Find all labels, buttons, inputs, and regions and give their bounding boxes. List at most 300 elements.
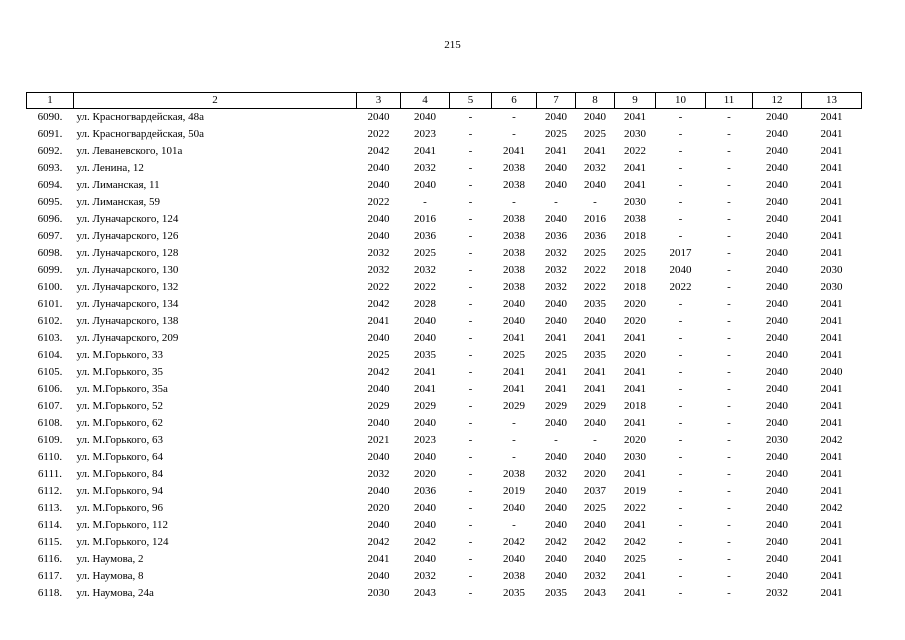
year-cell: - — [727, 196, 731, 208]
address-cell: ул. М.Горького, 64 — [76, 451, 163, 463]
year-cell: 2040 — [503, 298, 525, 310]
year-cell: 2022 — [669, 281, 692, 293]
year-cell: - — [727, 366, 731, 378]
year-cell: 2036 — [584, 230, 606, 242]
year-cell: 2040 — [367, 332, 390, 344]
year-cell: 2040 — [584, 417, 606, 429]
year-cell: 2038 — [624, 213, 646, 225]
year-cell: - — [423, 196, 427, 208]
year-cell: - — [678, 485, 683, 497]
year-cell: 2032 — [414, 162, 436, 174]
address-cell: ул. М.Горького, 112 — [76, 519, 169, 531]
year-cell: 2028 — [414, 298, 436, 310]
year-cell: 2020 — [624, 315, 646, 327]
year-cell: 2020 — [624, 434, 646, 446]
table-row — [27, 585, 862, 602]
year-cell: - — [512, 451, 516, 463]
row-number-cell: 6112. — [37, 485, 63, 497]
year-cell: - — [512, 519, 516, 531]
year-cell: 2041 — [624, 179, 646, 191]
year-cell: 2041 — [820, 570, 843, 582]
address-cell: ул. М.Горького, 33 — [76, 349, 163, 361]
year-cell: 2035 — [414, 349, 436, 361]
year-cell: - — [468, 587, 473, 599]
year-cell: - — [678, 315, 683, 327]
year-cell: 2041 — [545, 145, 567, 157]
year-cell: 2040 — [766, 247, 788, 259]
year-cell: 2040 — [766, 162, 788, 174]
year-cell: 2040 — [545, 502, 567, 514]
year-cell: 2040 — [584, 519, 606, 531]
address-cell: ул. М.Горького, 96 — [76, 502, 163, 514]
year-cell: 2042 — [545, 536, 567, 548]
row-number-cell: 6092. — [37, 145, 63, 157]
year-cell: 2040 — [584, 553, 606, 565]
year-cell: - — [727, 587, 731, 599]
year-cell: 2042 — [820, 502, 843, 514]
year-cell: 2040 — [367, 213, 390, 225]
year-cell: 2032 — [414, 570, 436, 582]
year-cell: - — [468, 383, 473, 395]
year-cell: 2025 — [545, 128, 567, 140]
year-cell: - — [468, 434, 473, 446]
year-cell: 2041 — [820, 332, 843, 344]
address-cell: ул. Луначарского, 128 — [76, 247, 179, 259]
year-cell: - — [727, 281, 731, 293]
address-cell: ул. Леваневского, 101а — [76, 145, 183, 157]
row-number-cell: 6091. — [37, 128, 63, 140]
year-cell: 2041 — [820, 383, 843, 395]
year-cell: - — [468, 349, 473, 361]
row-number-cell: 6113. — [37, 502, 63, 514]
table-row — [27, 432, 862, 449]
address-cell: ул. М.Горького, 52 — [76, 400, 163, 412]
year-cell: 2042 — [367, 366, 390, 378]
year-cell: 2040 — [766, 315, 788, 327]
year-cell: 2018 — [624, 264, 646, 276]
year-cell: 2040 — [766, 179, 788, 191]
year-cell: 2040 — [766, 570, 788, 582]
year-cell: - — [512, 434, 516, 446]
year-cell: 2021 — [367, 434, 390, 446]
column-header-8: 8 — [576, 93, 615, 109]
year-cell: 2041 — [503, 145, 525, 157]
year-cell: 2040 — [766, 553, 788, 565]
year-cell: - — [468, 128, 473, 140]
year-cell: 2038 — [503, 230, 525, 242]
table-row — [27, 296, 862, 313]
year-cell: 2041 — [820, 128, 843, 140]
year-cell: 2041 — [820, 349, 843, 361]
year-cell: 2041 — [503, 366, 525, 378]
table-row — [27, 177, 862, 194]
year-cell: - — [727, 553, 731, 565]
year-cell: 2041 — [584, 383, 606, 395]
year-cell: 2016 — [584, 213, 606, 225]
year-cell: - — [727, 400, 731, 412]
year-cell: 2041 — [545, 332, 567, 344]
year-cell: 2030 — [820, 264, 843, 276]
year-cell: 2035 — [584, 298, 606, 310]
year-cell: 2040 — [367, 451, 390, 463]
year-cell: 2040 — [766, 196, 788, 208]
row-number-cell: 6096. — [37, 213, 63, 225]
year-cell: - — [727, 434, 731, 446]
year-cell: 2022 — [367, 281, 390, 293]
year-cell: - — [468, 553, 473, 565]
year-cell: 2036 — [545, 230, 567, 242]
year-cell: - — [468, 451, 473, 463]
address-cell: ул. Луначарского, 130 — [76, 264, 179, 276]
table-row — [27, 381, 862, 398]
year-cell: - — [678, 451, 683, 463]
year-cell: 2041 — [820, 553, 843, 565]
column-header-11: 11 — [706, 93, 753, 109]
row-number-cell: 6109. — [37, 434, 63, 446]
year-cell: 2041 — [820, 587, 843, 599]
year-cell: 2040 — [584, 451, 606, 463]
address-cell: ул. Красногвардейская, 48а — [76, 111, 205, 123]
year-cell: 2029 — [414, 400, 436, 412]
year-cell: 2029 — [503, 400, 525, 412]
column-header-5: 5 — [450, 93, 492, 109]
year-cell: 2040 — [766, 349, 788, 361]
year-cell: 2020 — [367, 502, 390, 514]
year-cell: 2020 — [414, 468, 436, 480]
year-cell: 2040 — [367, 417, 390, 429]
year-cell: 2040 — [766, 264, 788, 276]
year-cell: - — [512, 111, 516, 123]
year-cell: - — [727, 247, 731, 259]
year-cell: 2040 — [414, 553, 436, 565]
row-number-cell: 6110. — [37, 451, 63, 463]
column-header-2: 2 — [74, 93, 357, 109]
year-cell: 2040 — [766, 485, 788, 497]
year-cell: 2019 — [624, 485, 646, 497]
table-row — [27, 568, 862, 585]
row-number-cell: 6090. — [37, 111, 63, 123]
column-header-9: 9 — [615, 93, 656, 109]
table-row — [27, 415, 862, 432]
address-cell: ул. М.Горького, 84 — [76, 468, 163, 480]
year-cell: - — [554, 196, 558, 208]
year-cell: 2040 — [414, 519, 436, 531]
year-cell: - — [727, 349, 731, 361]
address-cell: ул. Лиманская, 11 — [76, 179, 160, 191]
year-cell: 2041 — [584, 366, 606, 378]
year-cell: - — [468, 145, 473, 157]
year-cell: - — [468, 485, 473, 497]
year-cell: 2032 — [584, 162, 606, 174]
table-row — [27, 517, 862, 534]
column-header-1: 1 — [27, 93, 74, 109]
year-cell: 2040 — [766, 468, 788, 480]
year-cell: - — [727, 502, 731, 514]
row-number-cell: 6105. — [37, 366, 63, 378]
year-cell: 2040 — [545, 111, 567, 123]
year-cell: - — [678, 553, 683, 565]
year-cell: - — [468, 213, 473, 225]
row-number-cell: 6107. — [37, 400, 63, 412]
address-cell: ул. Луначарского, 209 — [76, 332, 179, 344]
column-header-7: 7 — [537, 93, 576, 109]
row-number-cell: 6106. — [37, 383, 63, 395]
year-cell: 2022 — [367, 196, 390, 208]
year-cell: - — [468, 179, 473, 191]
year-cell: 2041 — [820, 417, 843, 429]
year-cell: 2020 — [584, 468, 606, 480]
table-row — [27, 534, 862, 551]
year-cell: 2017 — [669, 247, 692, 259]
table-body — [27, 109, 862, 603]
address-cell: ул. Наумова, 2 — [76, 553, 144, 565]
year-cell: - — [727, 128, 731, 140]
table-row — [27, 551, 862, 568]
year-cell: 2042 — [584, 536, 606, 548]
year-cell: - — [678, 519, 683, 531]
year-cell: 2022 — [584, 264, 606, 276]
year-cell: 2038 — [503, 247, 525, 259]
year-cell: 2022 — [624, 502, 646, 514]
year-cell: - — [678, 162, 683, 174]
table-row — [27, 313, 862, 330]
year-cell: 2019 — [503, 485, 525, 497]
address-cell: ул. Луначарского, 126 — [76, 230, 179, 242]
year-cell: 2040 — [766, 128, 788, 140]
year-cell: 2030 — [766, 434, 788, 446]
table-row — [27, 211, 862, 228]
year-cell: 2041 — [820, 485, 843, 497]
year-cell: - — [468, 536, 473, 548]
year-cell: 2038 — [503, 264, 525, 276]
year-cell: 2022 — [624, 145, 646, 157]
year-cell: - — [678, 179, 683, 191]
address-cell: ул. М.Горького, 35а — [76, 383, 168, 395]
year-cell: 2022 — [584, 281, 606, 293]
year-cell: - — [593, 434, 597, 446]
year-cell: 2040 — [766, 145, 788, 157]
year-cell: - — [678, 587, 683, 599]
year-cell: - — [468, 264, 473, 276]
table-row — [27, 500, 862, 517]
year-cell: 2029 — [545, 400, 567, 412]
year-cell: - — [727, 383, 731, 395]
year-cell: 2032 — [367, 264, 390, 276]
year-cell: 2041 — [624, 417, 646, 429]
year-cell: 2040 — [414, 451, 436, 463]
year-cell: 2035 — [503, 587, 525, 599]
year-cell: 2041 — [820, 230, 843, 242]
year-cell: - — [678, 502, 683, 514]
row-number-cell: 6094. — [37, 179, 63, 191]
year-cell: 2040 — [766, 502, 788, 514]
table-row — [27, 262, 862, 279]
year-cell: - — [468, 400, 473, 412]
year-cell: 2025 — [414, 247, 436, 259]
year-cell: - — [678, 400, 683, 412]
year-cell: 2040 — [414, 417, 436, 429]
year-cell: 2032 — [367, 468, 390, 480]
year-cell: 2042 — [503, 536, 525, 548]
year-cell: - — [727, 570, 731, 582]
year-cell: 2040 — [503, 553, 525, 565]
year-cell: 2041 — [624, 570, 646, 582]
year-cell: 2040 — [584, 111, 606, 123]
year-cell: 2038 — [503, 570, 525, 582]
address-cell: ул. Ленина, 12 — [76, 162, 144, 174]
year-cell: 2040 — [545, 417, 567, 429]
year-cell: 2025 — [584, 502, 606, 514]
year-cell: 2041 — [624, 111, 646, 123]
year-cell: 2041 — [820, 451, 843, 463]
year-cell: 2016 — [414, 213, 436, 225]
table-row — [27, 245, 862, 262]
year-cell: - — [727, 162, 731, 174]
row-number-cell: 6099. — [37, 264, 63, 276]
table-row — [27, 279, 862, 296]
header-row — [27, 93, 862, 109]
year-cell: - — [678, 570, 683, 582]
address-cell: ул. М.Горького, 63 — [76, 434, 163, 446]
year-cell: 2040 — [414, 179, 436, 191]
data-table — [26, 92, 862, 602]
year-cell: 2040 — [367, 485, 390, 497]
year-cell: 2041 — [624, 366, 646, 378]
table-row — [27, 347, 862, 364]
table-row — [27, 194, 862, 211]
table-row — [27, 228, 862, 245]
year-cell: 2032 — [545, 264, 567, 276]
year-cell: 2025 — [503, 349, 525, 361]
year-cell: 2040 — [766, 213, 788, 225]
year-cell: 2022 — [367, 128, 390, 140]
year-cell: - — [727, 468, 731, 480]
year-cell: 2040 — [766, 451, 788, 463]
year-cell: 2020 — [624, 298, 646, 310]
year-cell: 2040 — [367, 383, 390, 395]
year-cell: - — [678, 366, 683, 378]
year-cell: 2041 — [820, 536, 843, 548]
year-cell: - — [468, 247, 473, 259]
year-cell: 2040 — [820, 366, 843, 378]
year-cell: 2041 — [820, 519, 843, 531]
year-cell: - — [727, 264, 731, 276]
year-cell: 2025 — [367, 349, 390, 361]
year-cell: 2038 — [503, 162, 525, 174]
address-cell: ул. Луначарского, 124 — [76, 213, 179, 225]
year-cell: 2038 — [503, 179, 525, 191]
row-number-cell: 6093. — [37, 162, 63, 174]
year-cell: 2040 — [545, 485, 567, 497]
year-cell: 2041 — [503, 383, 525, 395]
year-cell: 2041 — [820, 162, 843, 174]
year-cell: 2029 — [367, 400, 390, 412]
year-cell: 2040 — [766, 417, 788, 429]
column-header-10: 10 — [656, 93, 706, 109]
year-cell: - — [678, 383, 683, 395]
year-cell: 2041 — [820, 145, 843, 157]
year-cell: - — [468, 230, 473, 242]
year-cell: 2040 — [766, 366, 788, 378]
year-cell: - — [678, 434, 683, 446]
year-cell: 2040 — [766, 536, 788, 548]
year-cell: - — [468, 298, 473, 310]
year-cell: - — [468, 502, 473, 514]
table-row — [27, 330, 862, 347]
year-cell: 2040 — [545, 298, 567, 310]
year-cell: 2040 — [414, 332, 436, 344]
year-cell: - — [468, 417, 473, 429]
year-cell: 2023 — [414, 128, 436, 140]
year-cell: 2040 — [766, 400, 788, 412]
year-cell: - — [512, 196, 516, 208]
year-cell: - — [727, 519, 731, 531]
year-cell: 2041 — [624, 383, 646, 395]
year-cell: 2041 — [545, 383, 567, 395]
row-number-cell: 6118. — [37, 587, 63, 599]
year-cell: 2041 — [503, 332, 525, 344]
year-cell: 2025 — [545, 349, 567, 361]
address-cell: ул. Красногвардейская, 50а — [76, 128, 205, 140]
address-cell: ул. Наумова, 8 — [76, 570, 144, 582]
row-number-cell: 6098. — [37, 247, 63, 259]
year-cell: - — [678, 111, 683, 123]
year-cell: 2040 — [414, 502, 436, 514]
year-cell: 2041 — [820, 400, 843, 412]
year-cell: 2036 — [414, 230, 436, 242]
year-cell: 2040 — [414, 315, 436, 327]
year-cell: 2040 — [367, 111, 390, 123]
year-cell: 2041 — [414, 366, 436, 378]
row-number-cell: 6114. — [37, 519, 63, 531]
address-cell: ул. Наумова, 24а — [76, 587, 154, 599]
year-cell: 2032 — [545, 247, 567, 259]
year-cell: - — [678, 230, 683, 242]
year-cell: 2041 — [624, 519, 646, 531]
year-cell: 2041 — [624, 587, 646, 599]
year-cell: 2040 — [545, 179, 567, 191]
year-cell: 2041 — [584, 145, 606, 157]
year-cell: - — [678, 349, 683, 361]
year-cell: 2037 — [584, 485, 606, 497]
year-cell: - — [727, 179, 731, 191]
year-cell: 2030 — [624, 196, 646, 208]
year-cell: - — [678, 536, 683, 548]
year-cell: 2042 — [820, 434, 843, 446]
year-cell: 2022 — [414, 281, 436, 293]
year-cell: 2041 — [414, 383, 436, 395]
year-cell: 2040 — [766, 332, 788, 344]
year-cell: 2040 — [545, 570, 567, 582]
year-cell: 2041 — [414, 145, 436, 157]
year-cell: 2041 — [367, 315, 390, 327]
year-cell: 2042 — [367, 536, 390, 548]
year-cell: 2032 — [545, 281, 567, 293]
table-row — [27, 109, 862, 127]
row-number-cell: 6111. — [38, 468, 62, 480]
year-cell: 2040 — [766, 281, 788, 293]
page-number: 215 — [444, 39, 461, 51]
year-cell: 2041 — [820, 213, 843, 225]
year-cell: - — [678, 128, 683, 140]
year-cell: - — [468, 111, 473, 123]
year-cell: - — [512, 128, 516, 140]
year-cell: - — [678, 145, 683, 157]
year-cell: 2032 — [584, 570, 606, 582]
table-row — [27, 143, 862, 160]
year-cell: - — [727, 536, 731, 548]
year-cell: 2032 — [545, 468, 567, 480]
